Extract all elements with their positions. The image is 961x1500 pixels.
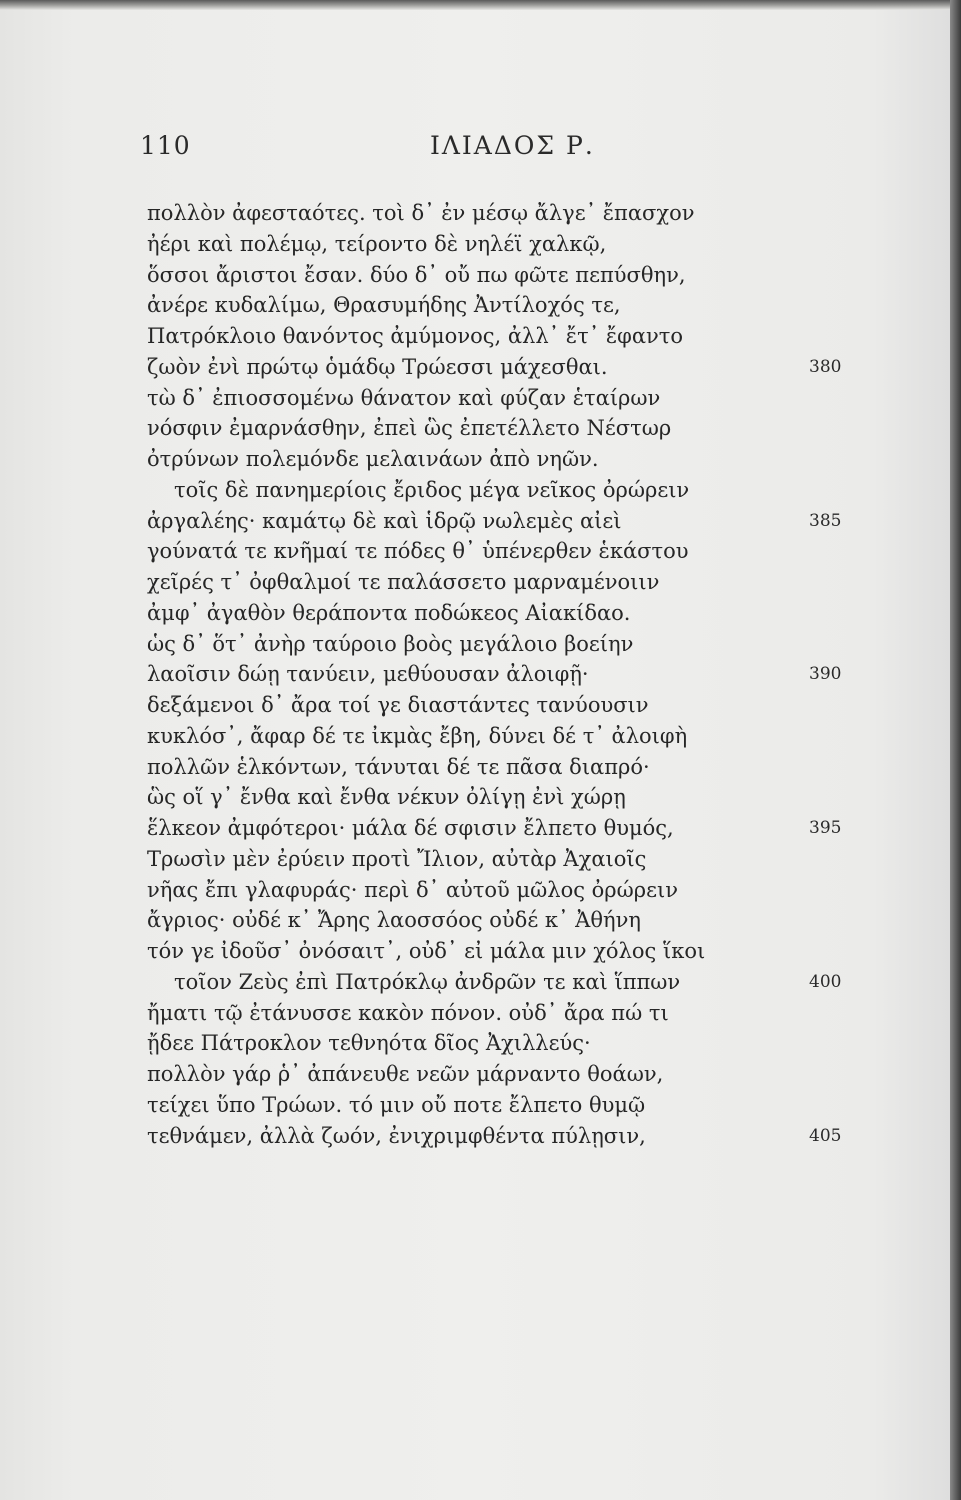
verse-line <box>147 844 807 875</box>
verse-line <box>147 383 807 414</box>
verse-line <box>147 1121 842 1152</box>
verse-line <box>147 752 807 783</box>
verse-text: ὀτρύνων πολεμόνδε μελαινάων ἀπὸ νηῶν. <box>147 447 599 471</box>
verse-line <box>147 598 807 629</box>
verse-line <box>147 506 842 537</box>
verse-line <box>147 290 807 321</box>
verse-text: νῆας ἔπι γλαφυράς· περὶ δ᾽ αὐτοῦ μῶλος ὀρώρειν <box>147 877 678 902</box>
running-title: ΙΛΙΑΔΟΣ Ρ. <box>430 131 595 160</box>
verse-text-block <box>147 198 842 1151</box>
verse-line <box>147 260 807 291</box>
verse-text: δεξάμενοι δ᾽ ἄρα τοί γε διαστάντες τανύουσιν <box>147 693 649 717</box>
page-number: 110 <box>140 131 191 160</box>
verse-text: γούνατά τε κνῆμαί τε πόδες θ᾽ ὑπένερθεν ἑκάστου <box>147 539 689 564</box>
verse-text: νόσφιν ἐμαρνάσθην, ἐπεὶ ὣς ἐπετέλλετο Νέστωρ <box>147 416 672 441</box>
verse-line <box>147 721 807 752</box>
verse-text: τοῖς δὲ πανημερίοις ἔριδος μέγα νεῖκος ὀρώρειν <box>174 477 690 502</box>
verse-text: τείχει ὕπο Τρώων. τό μιν οὔ ποτε ἔλπετο θυμῷ <box>147 1092 646 1117</box>
line-number: 400 <box>809 971 842 992</box>
verse-line <box>147 875 807 906</box>
verse-line <box>147 629 807 660</box>
verse-line <box>147 1090 807 1121</box>
line-number: 385 <box>809 510 842 531</box>
verse-line <box>147 659 842 690</box>
verse-line <box>147 229 807 260</box>
verse-text: πολλὸν ἀφεσταότες. τοὶ δ᾽ ἐν μέσῳ ἄλγε᾽ ἔπασχον <box>147 201 695 225</box>
verse-text: τεθνάμεν, ἀλλὰ ζωόν, ἐνιχριμφθέντα πύλῃσιν, <box>147 1123 646 1148</box>
verse-text: ἄγριος· οὐδέ κ᾽ Ἄρης λαοσσόος οὐδέ κ᾽ Ἀθήνη <box>147 908 641 933</box>
verse-text: λαοῖσιν δώῃ τανύειν, μεθύουσαν ἀλοιφῇ· <box>147 662 589 687</box>
verse-text: χεῖρές τ᾽ ὀφθαλμοί τε παλάσσετο μαρναμένοιιν <box>147 570 660 594</box>
verse-line <box>147 536 807 567</box>
verse-line <box>147 905 807 936</box>
line-number: 395 <box>809 818 842 838</box>
verse-text: τοῖον Ζεὺς ἐπὶ Πατρόκλῳ ἀνδρῶν τε καὶ ἵππων <box>174 969 681 994</box>
verse-line <box>147 413 807 444</box>
verse-text: ᾔδεε Πάτροκλον τεθνηότα δῖος Ἀχιλλεύς· <box>147 1031 591 1056</box>
verse-line <box>147 1028 807 1059</box>
verse-text: κυκλόσ᾽, ἄφαρ δέ τε ἰκμὰς ἔβη, δύνει δέ τ᾽ ἀλοιφὴ <box>147 723 688 748</box>
verse-text: τὼ δ᾽ ἐπιοσσομένω θάνατον καὶ φύζαν ἑταίρων <box>147 385 661 410</box>
verse-text: ὡς δ᾽ ὅτ᾽ ἀνὴρ ταύροιο βοὸς μεγάλοιο βοείην <box>147 631 634 656</box>
binding-shadow <box>950 0 961 1500</box>
verse-text: ἀνέρε κυδαλίμω, Θρασυμήδης Ἀντίλοχός τε, <box>147 293 621 318</box>
verse-line <box>147 967 842 998</box>
verse-line <box>147 1059 807 1090</box>
line-number: 405 <box>809 1125 842 1146</box>
verse-text: ὅσσοι ἄριστοι ἔσαν. δύο δ᾽ οὔ πω φῶτε πεπύσθην, <box>147 262 686 287</box>
verse-text: Πατρόκλοιο θανόντος ἀμύμονος, ἀλλ᾽ ἔτ᾽ ἔφαντο <box>147 324 684 348</box>
line-number: 390 <box>809 664 842 685</box>
verse-text: τόν γε ἰδοῦσ᾽ ὀνόσαιτ᾽, οὐδ᾽ εἰ μάλα μιν χόλος ἵκοι <box>147 939 706 963</box>
verse-line <box>147 475 807 506</box>
verse-text: Τρωσὶν μὲν ἐρύειν προτὶ Ἴλιον, αὐτὰρ Ἀχαιοῖς <box>147 846 647 871</box>
verse-line <box>147 998 807 1029</box>
verse-text: πολλῶν ἑλκόντων, τάνυται δέ τε πᾶσα διαπρό· <box>147 754 650 779</box>
verse-line <box>147 198 807 229</box>
verse-line <box>147 321 807 352</box>
verse-line <box>147 567 807 598</box>
verse-text: πολλὸν γάρ ῥ᾽ ἀπάνευθε νεῶν μάρναντο θοάων, <box>147 1062 664 1086</box>
page-top-edge <box>0 0 950 10</box>
verse-text: ἀμφ᾽ ἀγαθὸν θεράποντα ποδώκεος Αἰακίδαο. <box>147 600 631 625</box>
verse-text: ὣς οἵ γ᾽ ἔνθα καὶ ἔνθα νέκυν ὀλίγῃ ἐνὶ χώρῃ <box>147 785 626 810</box>
verse-line <box>147 352 842 383</box>
verse-line <box>147 813 842 844</box>
verse-line <box>147 936 807 967</box>
page-header <box>0 131 950 167</box>
verse-text: ἕλκεον ἀμφότεροι· μάλα δέ σφισιν ἔλπετο θυμός, <box>147 816 674 840</box>
verse-text: ἤματι τῷ ἐτάνυσσε κακὸν πόνον. οὐδ᾽ ἄρα πώ τι <box>147 1000 669 1025</box>
verse-text: ζωὸν ἐνὶ πρώτῳ ὁμάδῳ Τρώεσσι μάχεσθαι. <box>147 354 608 379</box>
verse-text: ἀργαλέης· καμάτῳ δὲ καὶ ἱδρῷ νωλεμὲς αἰεὶ <box>147 508 622 533</box>
verse-text: ἠέρι καὶ πολέμῳ, τείροντο δὲ νηλέϊ χαλκῷ, <box>147 231 607 256</box>
verse-line <box>147 782 807 813</box>
verse-line <box>147 444 807 475</box>
verse-line <box>147 690 807 721</box>
line-number: 380 <box>809 356 842 377</box>
